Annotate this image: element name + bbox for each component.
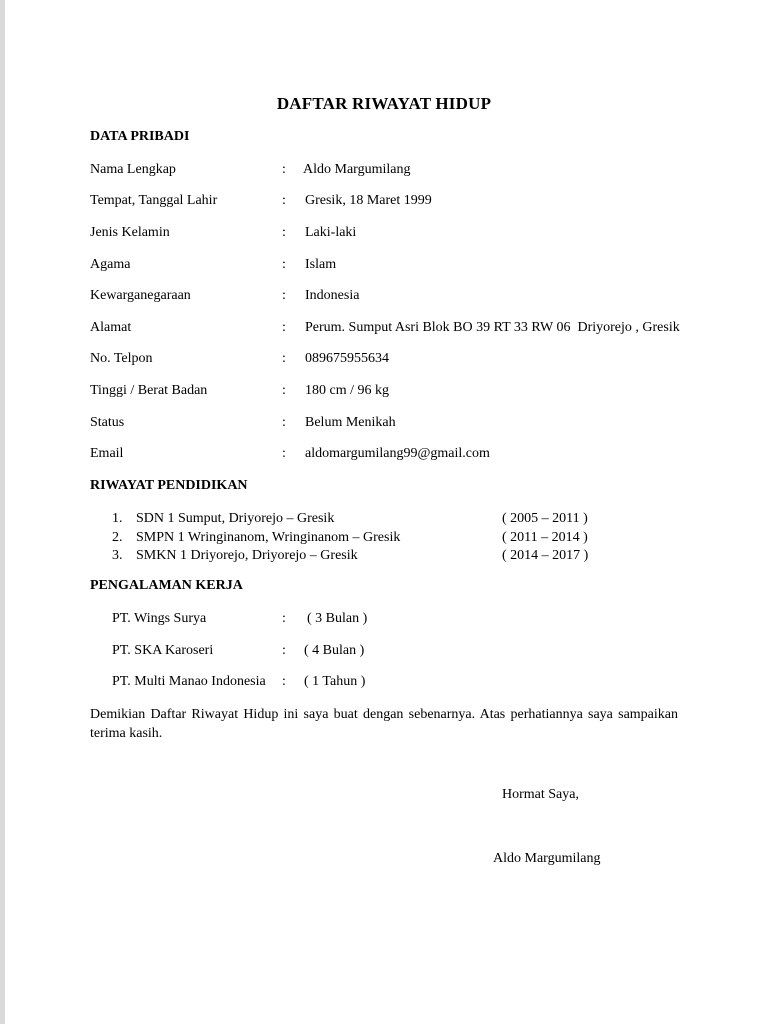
school-name: SDN 1 Sumput, Driyorejo – Gresik	[136, 511, 335, 526]
education-item	[112, 509, 612, 528]
list-number: 3.	[112, 548, 123, 563]
field-separator: :	[282, 288, 286, 303]
work-duration: ( 4 Bulan )	[304, 643, 365, 658]
field-value: aldomargumilang99@gmail.com	[305, 446, 490, 461]
school-name: SMPN 1 Wringinanom, Wringinanom – Gresik	[136, 530, 401, 545]
field-value: Islam	[305, 257, 337, 272]
field-separator: :	[282, 446, 286, 461]
field-separator: :	[282, 611, 286, 626]
work-item	[112, 609, 512, 629]
company-name: PT. Multi Manao Indonesia	[112, 674, 266, 689]
personal-row-citizenship	[90, 286, 690, 306]
closing-regards: Hormat Saya,	[502, 787, 579, 802]
work-duration: ( 3 Bulan )	[307, 611, 368, 626]
personal-row-birth	[90, 191, 690, 211]
personal-row-email	[90, 444, 690, 464]
field-separator: :	[282, 257, 286, 272]
work-duration: ( 1 Tahun )	[304, 674, 366, 689]
section-heading-personal: DATA PRIBADI	[90, 129, 190, 144]
school-years: ( 2011 – 2014 )	[502, 530, 588, 545]
work-item	[112, 672, 512, 692]
closing-paragraph: Demikian Daftar Riwayat Hidup ini saya buat dengan sebenarnya. Atas perhatiannya saya sampaikan terima kasih.	[90, 707, 678, 741]
field-label: Tempat, Tanggal Lahir	[90, 193, 218, 208]
field-label: Status	[90, 415, 125, 430]
document-title: DAFTAR RIWAYAT HIDUP	[276, 94, 492, 113]
personal-row-religion	[90, 255, 690, 275]
signer-name: Aldo Margumilang	[493, 851, 601, 866]
field-separator: :	[282, 320, 286, 335]
field-separator: :	[282, 162, 286, 177]
field-value: Indonesia	[305, 288, 360, 303]
personal-row-height-weight	[90, 381, 690, 401]
personal-row-full-name	[90, 160, 690, 180]
section-heading-education: RIWAYAT PENDIDIKAN	[90, 478, 248, 493]
company-name: PT. Wings Surya	[112, 611, 207, 626]
field-value: Belum Menikah	[305, 415, 396, 430]
personal-row-address	[90, 318, 690, 338]
list-number: 1.	[112, 511, 123, 526]
education-item	[112, 546, 612, 565]
field-separator: :	[282, 383, 286, 398]
field-label: Nama Lengkap	[90, 162, 176, 177]
field-value: Laki-laki	[305, 225, 357, 240]
field-label: Email	[90, 446, 124, 461]
work-item	[112, 641, 512, 661]
field-value: Gresik, 18 Maret 1999	[305, 193, 432, 208]
field-label: Alamat	[90, 320, 132, 335]
field-separator: :	[282, 415, 286, 430]
school-name: SMKN 1 Driyorejo, Driyorejo – Gresik	[136, 548, 358, 563]
field-separator: :	[282, 351, 286, 366]
field-value: Perum. Sumput Asri Blok BO 39 RT 33 RW 06 Driyorejo , Gresik	[305, 320, 680, 335]
field-value: Aldo Margumilang	[303, 162, 411, 177]
list-number: 2.	[112, 530, 123, 545]
company-name: PT. SKA Karoseri	[112, 643, 214, 658]
field-label: Tinggi / Berat Badan	[90, 383, 208, 398]
school-years: ( 2005 – 2011 )	[502, 511, 588, 526]
field-separator: :	[282, 643, 286, 658]
personal-row-phone	[90, 349, 690, 369]
field-value: 180 cm / 96 kg	[305, 383, 389, 398]
school-years: ( 2014 – 2017 )	[502, 548, 589, 563]
section-heading-work: PENGALAMAN KERJA	[90, 578, 243, 593]
personal-row-gender	[90, 223, 690, 243]
field-separator: :	[282, 193, 286, 208]
field-separator: :	[282, 225, 286, 240]
education-item	[112, 528, 612, 547]
field-label: No. Telpon	[90, 351, 153, 366]
field-separator: :	[282, 674, 286, 689]
personal-row-status	[90, 413, 690, 433]
field-label: Jenis Kelamin	[90, 225, 170, 240]
field-value: 089675955634	[305, 351, 389, 366]
field-label: Agama	[90, 257, 131, 272]
field-label: Kewarganegaraan	[90, 288, 191, 303]
